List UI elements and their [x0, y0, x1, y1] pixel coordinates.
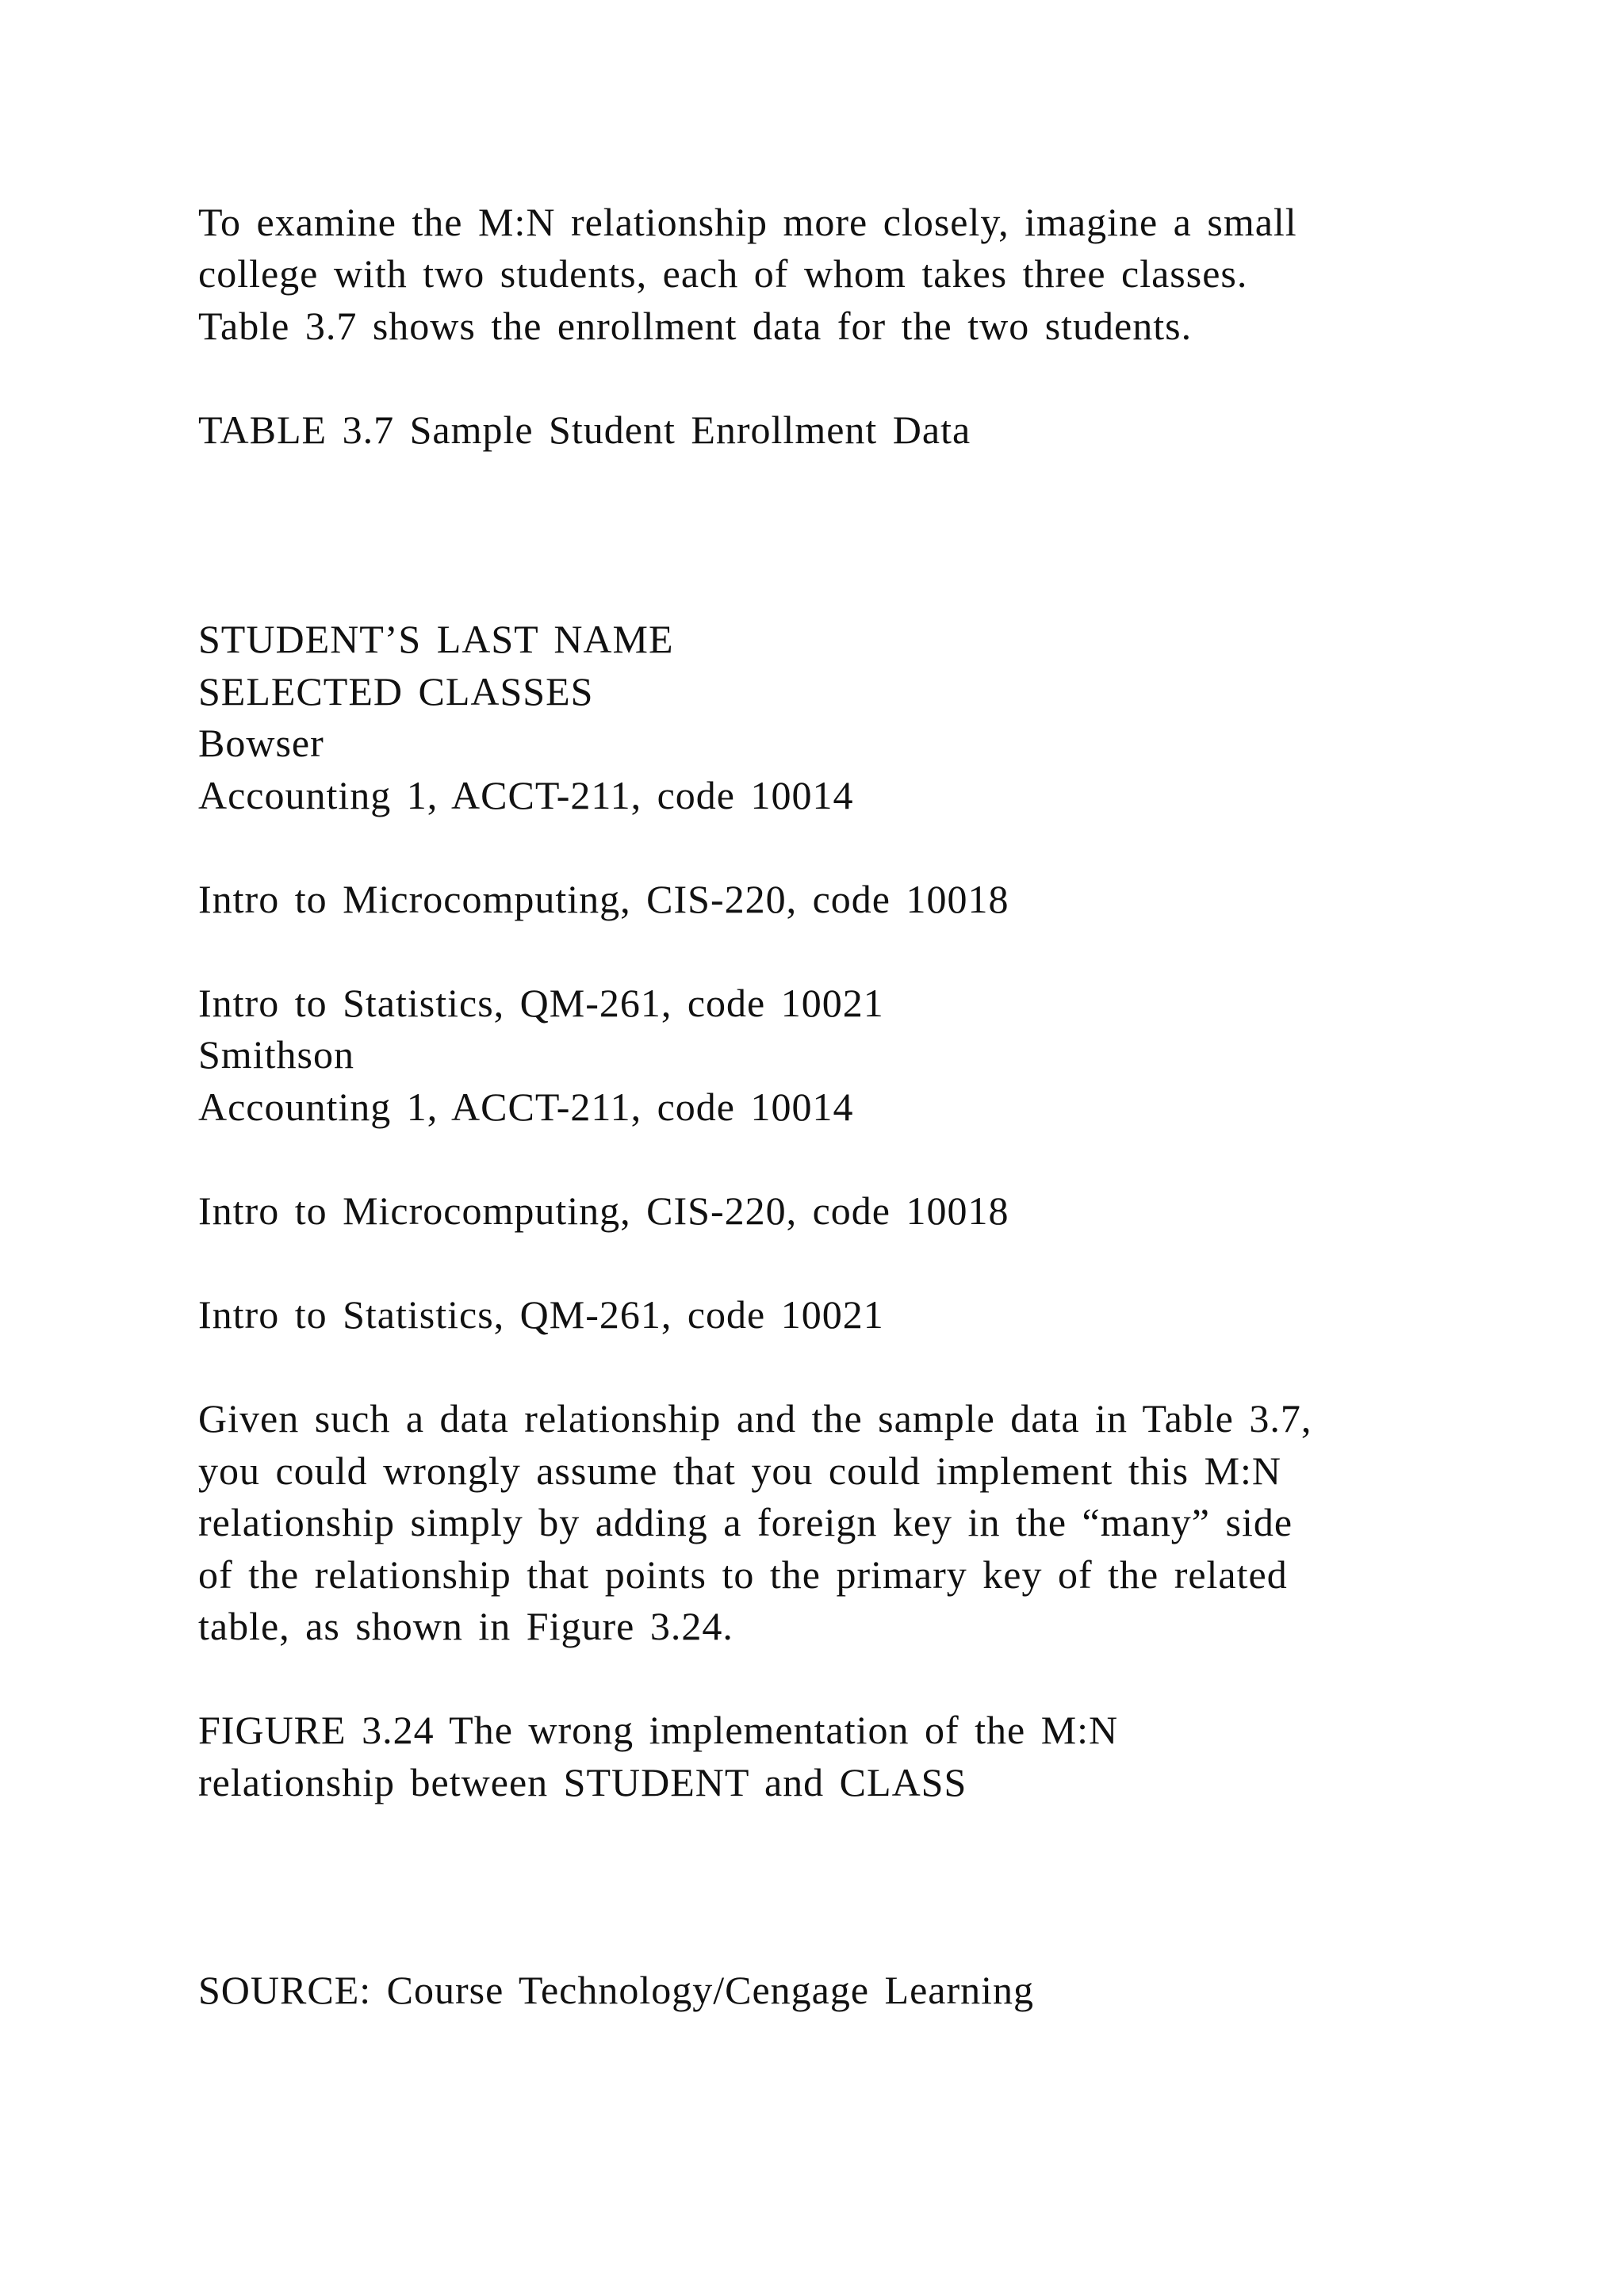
table-cell-class: Accounting 1, ACCT-211, code 10014	[198, 1085, 854, 1129]
table-cell-student: Bowser	[198, 721, 324, 765]
paragraph-2-line-4: of the relationship that points to the primary key of the related	[198, 1552, 1288, 1597]
table-cell-class: Intro to Microcomputing, CIS-220, code 10018	[198, 877, 1009, 921]
table-header-classes: SELECTED CLASSES	[198, 669, 594, 714]
paragraph-2-line-5: table, as shown in Figure 3.24.	[198, 1604, 733, 1648]
paragraph-1-line-2: college with two students, each of whom takes three classes.	[198, 251, 1248, 296]
table-cell-student: Smithson	[198, 1032, 354, 1077]
table-cell-class: Intro to Statistics, QM-261, code 10021	[198, 1292, 884, 1337]
table-cell-class: Accounting 1, ACCT-211, code 10014	[198, 773, 854, 817]
paragraph-1-line-1: To examine the M:N relationship more closely, imagine a small	[198, 200, 1297, 244]
paragraph-2-line-1: Given such a data relationship and the sample data in Table 3.7,	[198, 1396, 1312, 1441]
table-cell-class: Intro to Statistics, QM-261, code 10021	[198, 981, 884, 1025]
source-credit: SOURCE: Course Technology/Cengage Learning	[198, 1968, 1035, 2012]
paragraph-2-line-3: relationship simply by adding a foreign key in the “many” side	[198, 1500, 1293, 1544]
table-cell-class: Intro to Microcomputing, CIS-220, code 10018	[198, 1188, 1009, 1233]
paragraph-1-line-3: Table 3.7 shows the enrollment data for the two students.	[198, 304, 1193, 348]
table-caption: TABLE 3.7 Sample Student Enrollment Data	[198, 408, 971, 452]
paragraph-2-line-2: you could wrongly assume that you could implement this M:N	[198, 1448, 1282, 1493]
figure-caption-line-2: relationship between STUDENT and CLASS	[198, 1760, 967, 1804]
figure-caption-line-1: FIGURE 3.24 The wrong implementation of the M:N	[198, 1708, 1119, 1752]
table-header-student: STUDENT’S LAST NAME	[198, 617, 674, 661]
